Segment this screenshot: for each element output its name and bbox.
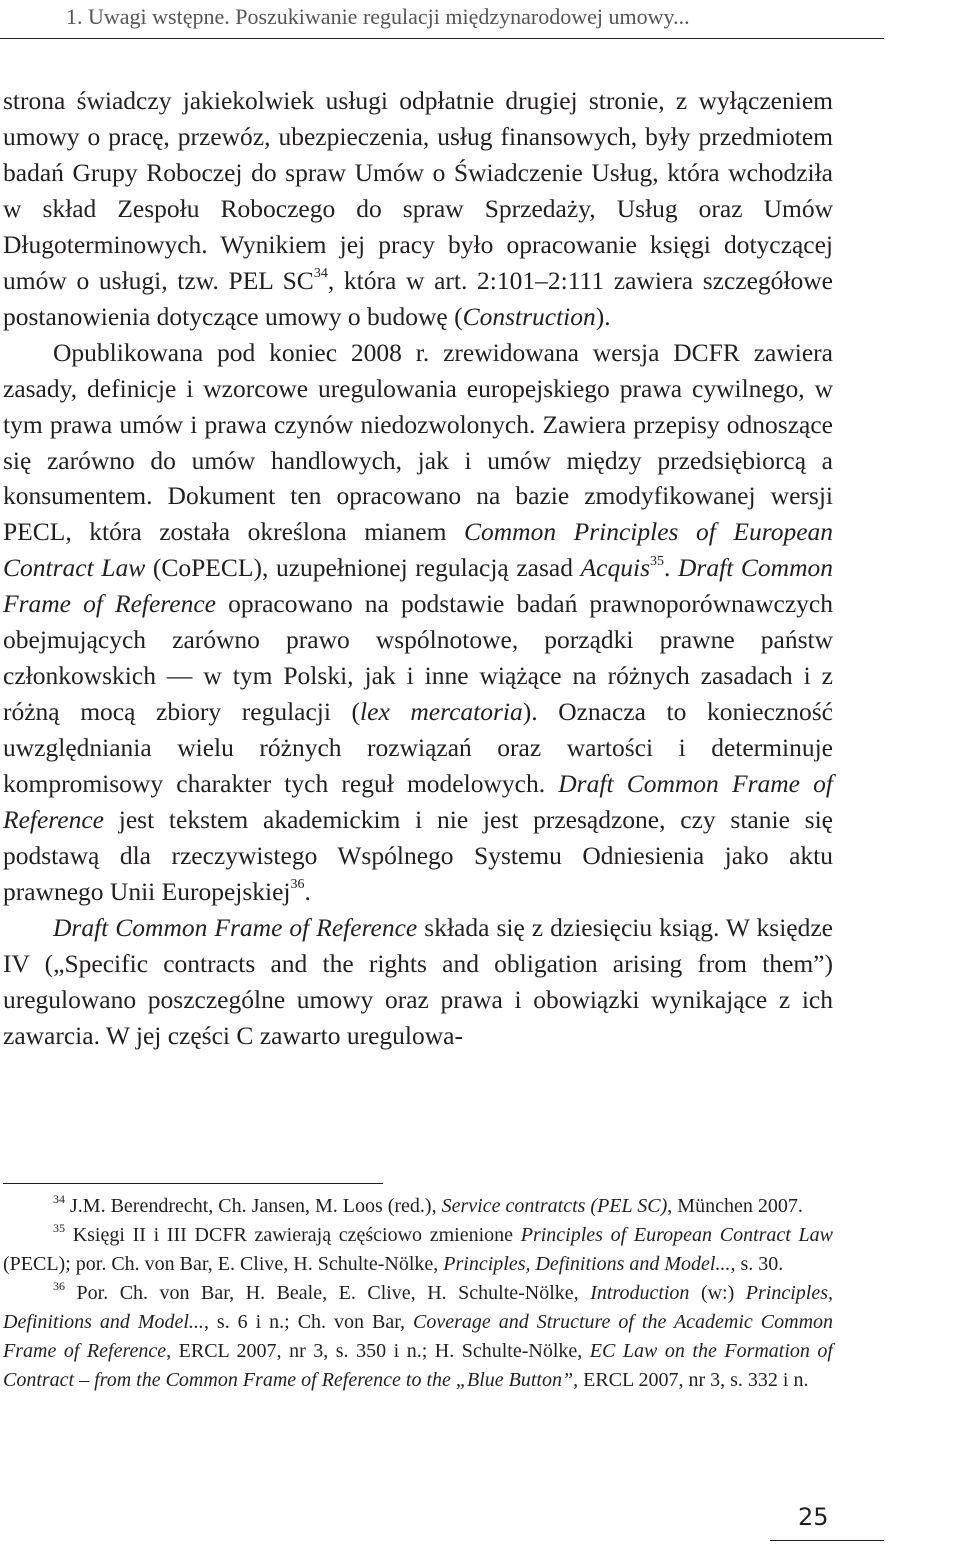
text-span: J.M. Berendrecht, Ch. Jansen, M. Loos (red.), [65,1195,442,1217]
footnote-ref-36: 36 [290,877,305,893]
italic-term: Acquis [580,553,651,583]
paragraph-3 [3,910,833,1054]
italic-title: Introduction [590,1282,690,1304]
text-span: , ERCL 2007, nr 3, s. 332 i n. [573,1369,809,1391]
footnote-number: 35 [53,1221,65,1236]
text-span: (CoPECL), uzupełnionej regulacją zasad [145,553,581,583]
paragraph-1 [3,83,833,335]
text-span: ). [595,301,611,331]
italic-title: EC Law on the Formation of Contract – from the Common Frame of Reference to the „Blue Button” [3,1340,833,1391]
italic-term: Common Principles of European Contract Law [3,517,834,583]
running-header: 1. Uwagi wstępne. Poszukiwanie regulacji międzynarodowej umowy... [66,4,690,29]
footnote-36 [3,1279,833,1395]
footnote-35 [3,1221,833,1279]
text-span: strona świadczy jakiekolwiek usługi odpłatnie drugiej stronie, z wyłączeniem umowy o pracę, przewóz, ubezpieczenia, usług finansowych, były przedmiotem badań Grupy Roboczej do spraw Umów o Świadczenie Usług, która wchodziła w skład Zespołu Roboczego do spraw Sprzedaży, Usług oraz Umów Długoterminowych. Wynikiem jej pracy było opracowanie księgi dotyczącej umów o usługi, tzw. PEL SC [3,86,833,295]
text-span: , która w art. 2:101–2:111 zawiera szczegółowe postanowienia dotyczące umowy o budowę ( [3,265,833,331]
footnote-34 [3,1192,833,1221]
italic-title: Coverage and Structure of the Academic Common Frame of Reference [3,1311,834,1362]
footnotes [3,1192,833,1395]
text-span: . [664,553,679,583]
footnote-ref-34: 34 [313,266,328,282]
footnote-number: 34 [53,1192,65,1207]
header-rule [0,38,884,39]
page-number: 25 [798,1503,829,1531]
text-span: , s. 6 i n.; Ch. von Bar, [203,1311,414,1333]
text-span: Księgi II i III DCFR zawierają częściowo zmienione [65,1224,521,1246]
text-span: ). Oznacza to konieczność uwzględniania wielu różnych rozwiązań oraz wartości i determinuje kompromisowy charakter tych reguł modelowych. [3,697,833,799]
text-span: , ERCL 2007, nr 3, s. 350 i n.; H. Schulte-Nölke, [166,1340,590,1362]
paragraph-2 [3,335,833,910]
text-span: Por. Ch. von Bar, H. Beale, E. Clive, H. Schulte-Nölke, [65,1282,591,1304]
body-text [3,83,833,1054]
text-span: (w:) [689,1282,746,1304]
italic-term: Draft Common Frame of Reference [3,769,833,835]
italic-title: Principles, Definitions and Model... [3,1282,833,1333]
italic-title: Principles of European Contract Law [520,1224,833,1246]
text-span: opracowano na podstawie badań prawnoporównawczych obejmujących zarówno prawo wspólnotowe, porządki prawne państw członkowskich — w tym Polski, jak i inne wiążące na różnych zasadach i z różną mocą zbiory regulacji ( [3,589,833,727]
italic-term: Draft Common Frame of Reference [3,553,833,619]
text-span: (PECL); por. Ch. von Bar, E. Clive, H. Schulte-Nölke, [3,1253,444,1275]
italic-term: Construction [462,301,596,331]
italic-title: Principles, Definitions and Model... [443,1253,731,1275]
text-span: , s. 30. [730,1253,784,1275]
footnote-separator [3,1183,383,1184]
footnote-number: 36 [53,1279,65,1294]
italic-term: Draft Common Frame of Reference [53,912,418,942]
page-number-rule [770,1540,884,1541]
text-span: jest tekstem akademickim i nie jest przesądzone, czy stanie się podstawą dla rzeczywistego Wspólnego Systemu Odniesienia jako aktu prawnego Unii Europejskiej [3,805,833,906]
text-span: Opublikowana pod koniec 2008 r. zrewidowana wersja DCFR zawiera zasady, definicje i wzorcowe uregulowania europejskiego prawa cywilnego, w tym prawa umów i prawa czynów niedozwolonych. Zawiera przepisy odnoszące się zarówno do umów handlowych, jak i umów między przedsiębiorcą a konsumentem. Dokument ten opracowano na bazie zmodyfikowanej wersji PECL, która została określona mianem [3,337,833,547]
italic-title: Service contratcts (PEL SC) [441,1195,668,1217]
text-span: składa się z dziesięciu ksiąg. W księdze IV („Specific contracts and the rights and obligation arising from them”) uregulowano poszczególne umowy oraz prawa i obowiązki wynikające z ich zawarcia. W jej części C zawarto uregulowa- [3,912,833,1050]
footnote-ref-35: 35 [650,553,665,569]
text-span: , München 2007. [667,1195,803,1217]
italic-term: lex mercatoria [360,697,523,727]
text-span: . [304,876,311,906]
